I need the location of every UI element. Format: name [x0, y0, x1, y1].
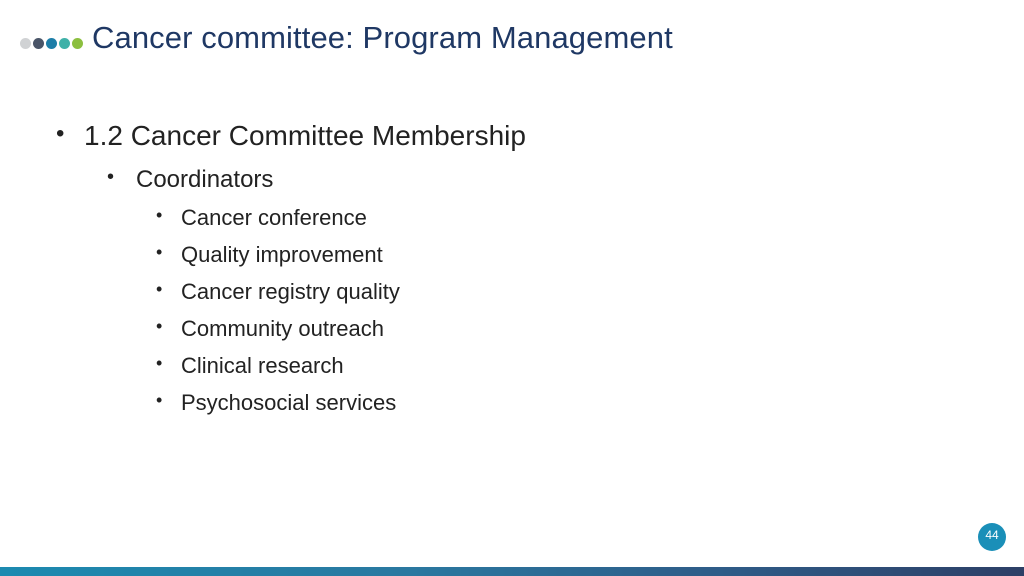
list-item — [156, 353, 344, 379]
list-item — [156, 205, 367, 231]
list-item — [156, 242, 383, 268]
bullet-text: Coordinators — [136, 166, 274, 193]
dot-green-icon — [72, 38, 83, 49]
slide-title: Cancer committee: Program Management — [92, 20, 673, 55]
decorative-dots-icon — [20, 38, 83, 49]
dot-teal-icon — [59, 38, 70, 49]
list-item-text: Clinical research — [181, 353, 344, 378]
list-item-text: Community outreach — [181, 316, 384, 341]
bullet-text: 1.2 Cancer Committee Membership — [84, 120, 526, 151]
list-item — [156, 390, 397, 416]
slide-header — [0, 0, 1024, 80]
footer-bar — [0, 567, 1024, 576]
list-item-text: Psychosocial services — [181, 390, 397, 415]
list-item — [156, 279, 400, 305]
page-number-badge: 44 — [978, 523, 1006, 551]
bullet-marker: • — [56, 120, 65, 147]
bullet-level1 — [56, 120, 526, 152]
list-item-text: Cancer registry quality — [181, 279, 400, 304]
list-item-text: Quality improvement — [181, 242, 383, 267]
dot-blue-icon — [46, 38, 57, 49]
bullet-marker: • — [156, 316, 163, 336]
dot-gray-icon — [20, 38, 31, 49]
bullet-marker: • — [156, 353, 163, 373]
list-item-text: Cancer conference — [181, 205, 367, 230]
bullet-marker: • — [156, 390, 163, 410]
bullet-marker: • — [156, 279, 163, 299]
bullet-level2 — [107, 166, 274, 194]
bullet-marker: • — [156, 205, 163, 225]
dot-slate-icon — [33, 38, 44, 49]
bullet-marker: • — [156, 242, 163, 262]
bullet-marker: • — [107, 166, 115, 188]
list-item — [156, 316, 384, 342]
